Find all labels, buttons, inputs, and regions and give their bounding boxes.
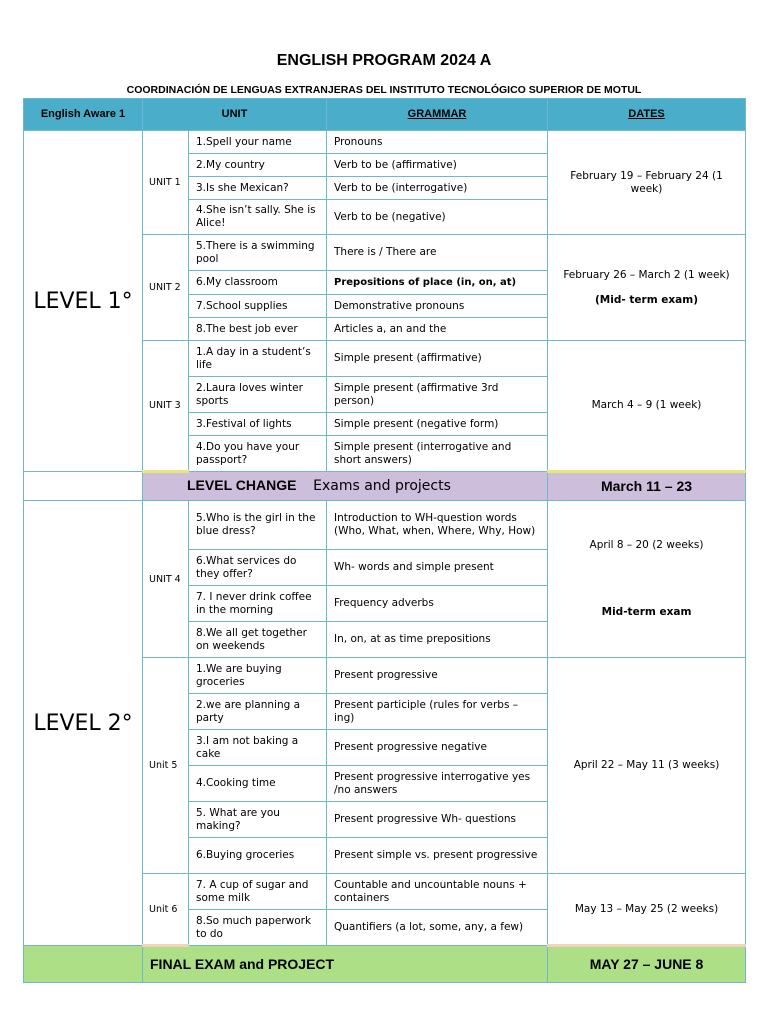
lesson-cell: 2.we are planning a party bbox=[189, 694, 327, 730]
lesson-cell: 7.School supplies bbox=[189, 295, 327, 318]
final-exam-label: FINAL EXAM and PROJECT bbox=[143, 946, 548, 983]
lesson-cell: 4.Do you have your passport? bbox=[189, 436, 327, 472]
unit-dates: March 4 – 9 (1 week) bbox=[548, 341, 746, 472]
unit-label: UNIT 3 bbox=[143, 341, 189, 472]
lesson-cell: 6.What services do they offer? bbox=[189, 550, 327, 586]
lesson-cell: 8.The best job ever bbox=[189, 318, 327, 341]
lesson-cell: 1.A day in a student’s life bbox=[189, 341, 327, 377]
table-row bbox=[24, 131, 746, 154]
lesson-cell: 1.Spell your name bbox=[189, 131, 327, 154]
lesson-cell: 2.My country bbox=[189, 154, 327, 177]
grammar-cell: Quantifiers (a lot, some, any, a few) bbox=[327, 910, 548, 946]
unit-label: Unit 5 bbox=[143, 658, 189, 874]
header-dates: DATES bbox=[548, 99, 746, 131]
header-row bbox=[24, 99, 746, 131]
document-subtitle: COORDINACIÓN DE LENGUAS EXTRANJERAS DEL INSTITUTO TECNOLÓGICO SUPERIOR DE MOTUL bbox=[126, 84, 642, 96]
program-table bbox=[23, 98, 746, 983]
final-exam-dates: MAY 27 – JUNE 8 bbox=[548, 946, 746, 983]
grammar-cell: Present progressive Wh- questions bbox=[327, 802, 548, 838]
grammar-cell: In, on, at as time prepositions bbox=[327, 622, 548, 658]
grammar-cell: Articles a, an and the bbox=[327, 318, 548, 341]
table-row bbox=[24, 501, 746, 550]
grammar-cell: Present progressive negative bbox=[327, 730, 548, 766]
unit-label: UNIT 2 bbox=[143, 235, 189, 341]
grammar-cell: Verb to be (negative) bbox=[327, 200, 548, 235]
unit-label: UNIT 1 bbox=[143, 131, 189, 235]
lesson-cell: 7. I never drink coffee in the morning bbox=[189, 586, 327, 622]
document-title: ENGLISH PROGRAM 2024 A bbox=[276, 52, 492, 69]
level-change-blank bbox=[24, 472, 143, 501]
grammar-cell: Simple present (negative form) bbox=[327, 413, 548, 436]
grammar-cell: Verb to be (affirmative) bbox=[327, 154, 548, 177]
lesson-cell: 3.Festival of lights bbox=[189, 413, 327, 436]
grammar-cell: Present progressive interrogative yes /no answers bbox=[327, 766, 548, 802]
grammar-cell: Present progressive bbox=[327, 658, 548, 694]
unit-exam-note: (Mid- term exam) bbox=[595, 293, 699, 306]
grammar-cell: Introduction to WH-question words (Who, What, when, Where, Why, How) bbox=[327, 501, 548, 550]
lesson-cell: 5. What are you making? bbox=[189, 802, 327, 838]
level-change-dates: March 11 – 23 bbox=[548, 472, 746, 501]
unit-label: UNIT 4 bbox=[143, 501, 189, 658]
lesson-cell: 3.Is she Mexican? bbox=[189, 177, 327, 200]
level-1-label: LEVEL 1° bbox=[24, 131, 143, 472]
header-course: English Aware 1 bbox=[24, 99, 143, 131]
lesson-cell: 7. A cup of sugar and some milk bbox=[189, 874, 327, 910]
lesson-cell: 6.Buying groceries bbox=[189, 838, 327, 874]
unit-dates: February 26 – March 2 (1 week) bbox=[563, 268, 730, 281]
level-change-row bbox=[24, 472, 746, 501]
header-unit: UNIT bbox=[143, 99, 327, 131]
grammar-cell: Present participle (rules for verbs – ing) bbox=[327, 694, 548, 730]
grammar-cell: Simple present (affirmative) bbox=[327, 341, 548, 377]
level-change-sub: Exams and projects bbox=[313, 478, 451, 494]
grammar-cell: Demonstrative pronouns bbox=[327, 295, 548, 318]
lesson-cell: 8.We all get together on weekends bbox=[189, 622, 327, 658]
unit-dates: May 13 – May 25 (2 weeks) bbox=[548, 874, 746, 946]
final-exam-row bbox=[24, 946, 746, 983]
lesson-cell: 1.We are buying groceries bbox=[189, 658, 327, 694]
grammar-cell: Simple present (affirmative 3rd person) bbox=[327, 377, 548, 413]
lesson-cell: 6.My classroom bbox=[189, 271, 327, 295]
unit-dates: February 19 – February 24 (1 week) bbox=[548, 131, 746, 235]
header-grammar: GRAMMAR bbox=[327, 99, 548, 131]
level-change-cell bbox=[143, 472, 548, 501]
lesson-cell: 2.Laura loves winter sports bbox=[189, 377, 327, 413]
lesson-cell: 3.I am not baking a cake bbox=[189, 730, 327, 766]
grammar-cell: Prepositions of place (in, on, at) bbox=[327, 271, 548, 295]
unit-dates-cell bbox=[548, 235, 746, 341]
lesson-cell: 4.Cooking time bbox=[189, 766, 327, 802]
grammar-cell: Wh- words and simple present bbox=[327, 550, 548, 586]
grammar-cell: Pronouns bbox=[327, 131, 548, 154]
lesson-cell: 5.Who is the girl in the blue dress? bbox=[189, 501, 327, 550]
grammar-cell: Simple present (interrogative and short answers) bbox=[327, 436, 548, 472]
lesson-cell: 5.There is a swimming pool bbox=[189, 235, 327, 271]
grammar-cell: Frequency adverbs bbox=[327, 586, 548, 622]
unit-dates: April 8 – 20 (2 weeks) bbox=[589, 539, 704, 551]
grammar-cell: Countable and uncountable nouns + containers bbox=[327, 874, 548, 910]
level-change-label: LEVEL CHANGE bbox=[187, 477, 297, 493]
lesson-cell: 8.So much paperwork to do bbox=[189, 910, 327, 946]
unit-exam-note: Mid-term exam bbox=[601, 606, 692, 618]
unit-label: Unit 6 bbox=[143, 874, 189, 946]
grammar-cell: Present simple vs. present progressive bbox=[327, 838, 548, 874]
level-2-label: LEVEL 2° bbox=[24, 501, 143, 946]
final-blank bbox=[24, 946, 143, 983]
unit-dates-cell bbox=[548, 501, 746, 658]
grammar-cell: There is / There are bbox=[327, 235, 548, 271]
lesson-cell: 4.She isn’t sally. She is Alice! bbox=[189, 200, 327, 235]
grammar-cell: Verb to be (interrogative) bbox=[327, 177, 548, 200]
unit-dates: April 22 – May 11 (3 weeks) bbox=[548, 658, 746, 874]
